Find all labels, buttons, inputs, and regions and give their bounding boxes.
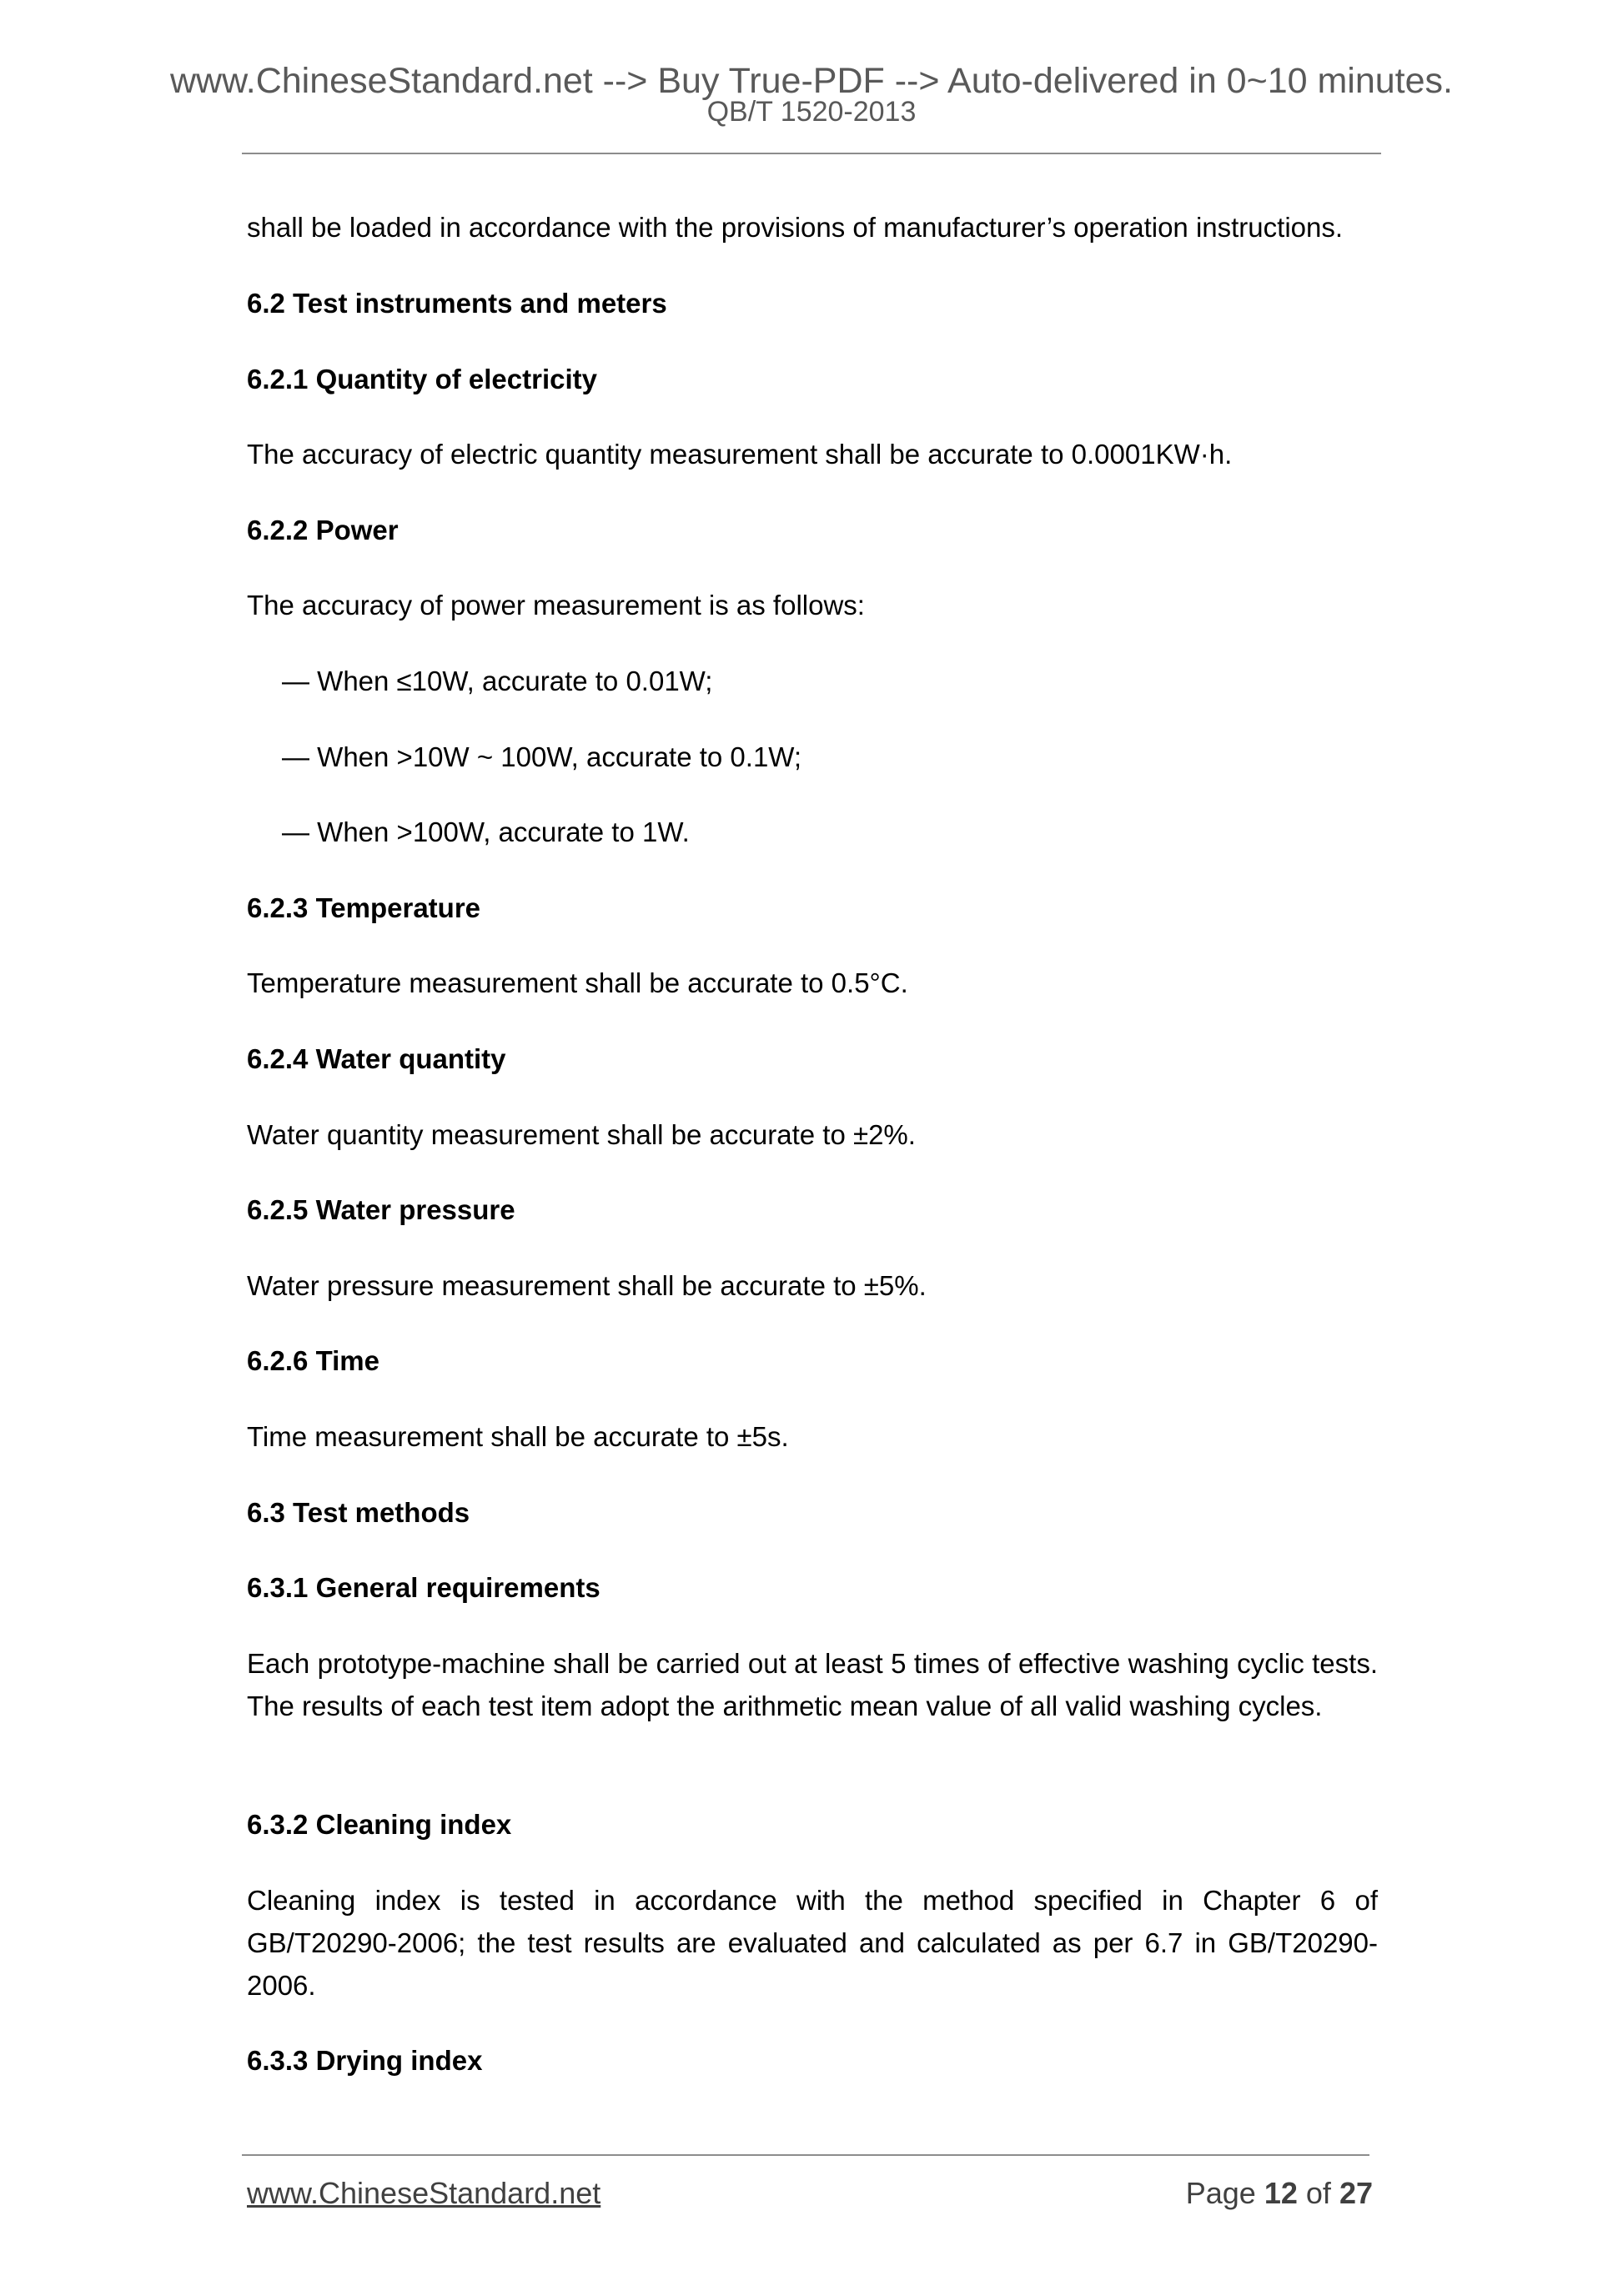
standard-code: QB/T 1520-2013	[706, 96, 917, 128]
paragraph-6-2-1: The accuracy of electric quantity measurement shall be accurate to 0.0001KW·h.	[247, 439, 1233, 470]
heading-6-2-4: 6.2.4 Water quantity	[247, 1043, 506, 1074]
paragraph-6-3-1: Each prototype-machine shall be carried out at least 5 times of effective washing cyclic tests. The results of each test item adopt the arithmetic mean value of all valid washing cycles.	[247, 1648, 1378, 1721]
list-item: — When ≤10W, accurate to 0.01W;	[282, 666, 713, 696]
list-item: — When >10W ~ 100W, accurate to 0.1W;	[282, 741, 802, 772]
footer-site-link[interactable]: www.ChineseStandard.net	[247, 2176, 601, 2210]
heading-6-2-5: 6.2.5 Water pressure	[247, 1194, 515, 1225]
paragraph-6-2-3: Temperature measurement shall be accurate to 0.5°C.	[247, 967, 908, 998]
paragraph-6-2-4: Water quantity measurement shall be accurate to ±2%.	[247, 1119, 916, 1150]
page-prefix: Page	[1185, 2176, 1256, 2210]
paragraph-continuation: shall be loaded in accordance with the provisions of manufacturer’s operation instructions.	[247, 212, 1344, 243]
paragraph-6-2-5: Water pressure measurement shall be accurate to ±5%.	[247, 1270, 927, 1301]
heading-6-2-3: 6.2.3 Temperature	[247, 892, 481, 923]
page-total: 27	[1339, 2176, 1373, 2210]
page-of: of	[1305, 2176, 1331, 2210]
heading-6-2: 6.2 Test instruments and meters	[247, 288, 667, 319]
header-divider	[242, 153, 1381, 154]
footer-divider	[242, 2154, 1369, 2156]
paragraph-6-3-2: Cleaning index is tested in accordance with the method specified in Chapter 6 of GB/T20290-2006; the test results are evaluated and calculated as per 6.7 in GB/T20290-2006.	[247, 1885, 1378, 2001]
paragraph-6-2-6: Time measurement shall be accurate to ±5s.	[247, 1421, 789, 1452]
header-banner: www.ChineseStandard.net --> Buy True-PDF --> Auto-delivered in 0~10 minutes.	[169, 61, 1453, 101]
page-number: 12	[1264, 2176, 1298, 2210]
heading-6-3-3: 6.3.3 Drying index	[247, 2045, 483, 2076]
page-indicator	[1186, 2178, 1373, 2208]
heading-6-3-2: 6.3.2 Cleaning index	[247, 1809, 512, 1840]
heading-6-3-1: 6.3.1 General requirements	[247, 1572, 600, 1603]
heading-6-2-2: 6.2.2 Power	[247, 515, 399, 545]
heading-6-2-6: 6.2.6 Time	[247, 1345, 379, 1376]
heading-6-3: 6.3 Test methods	[247, 1497, 470, 1528]
list-item: — When >100W, accurate to 1W.	[282, 816, 690, 847]
heading-6-2-1: 6.2.1 Quantity of electricity	[247, 364, 597, 394]
paragraph-6-2-2: The accuracy of power measurement is as follows:	[247, 590, 865, 620]
